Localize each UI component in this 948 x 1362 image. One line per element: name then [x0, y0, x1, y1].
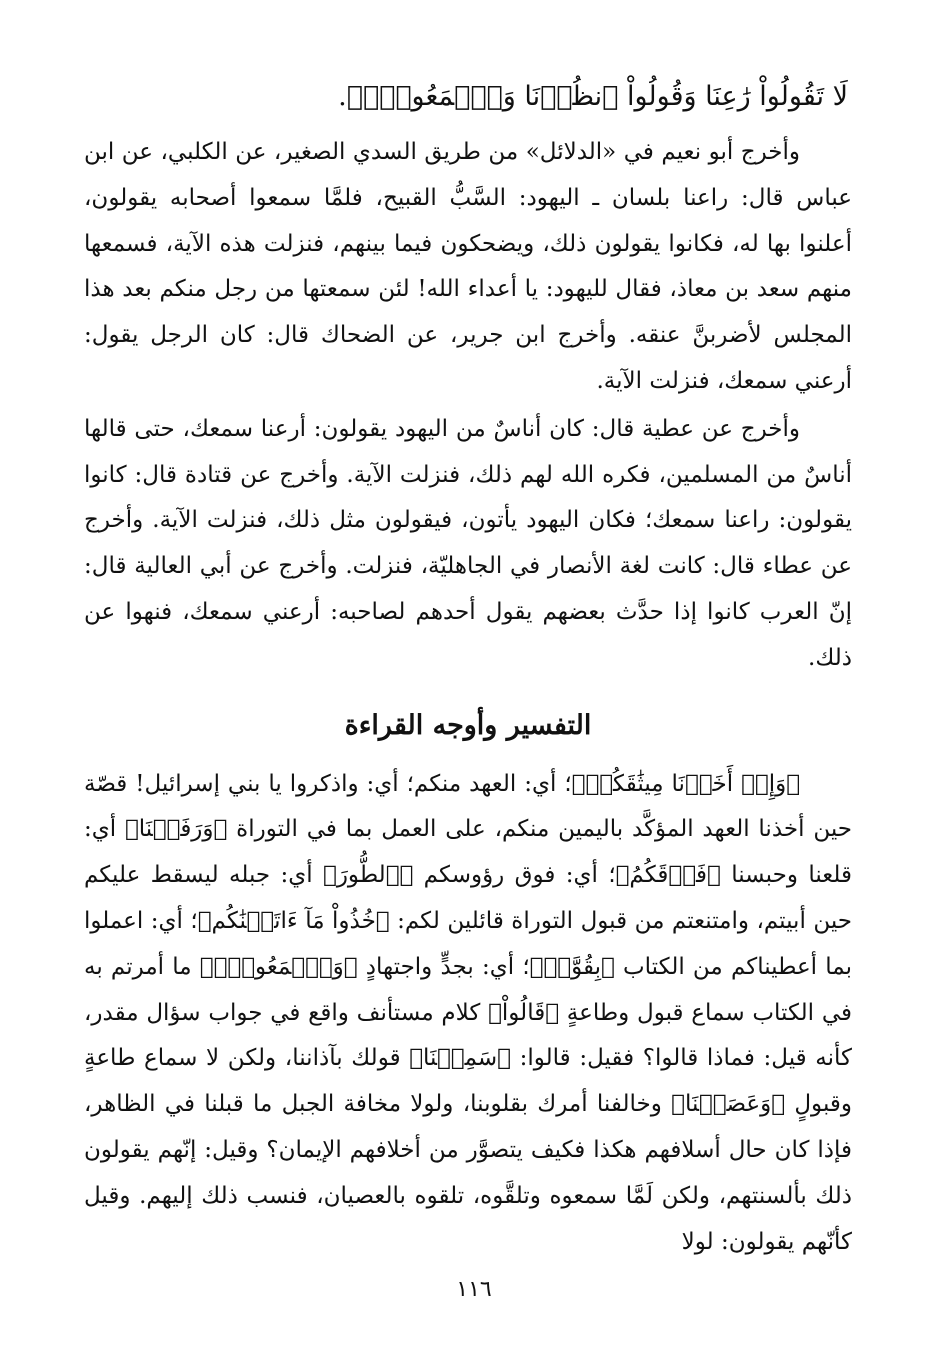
tafsir-paragraph: ﴿وَإِذۡ أَخَذۡنَا مِيثَٰقَكُمۡ﴾؛ أي: العهد منكم؛ أي: واذكروا يا بني إسرائيل! قصّة حين أخذنا العهد المؤكَّد باليمين منكم، على العمل بما في التوراة ﴿وَرَفَعۡنَا﴾ أي: قلعنا وحبسنا ﴿فَوۡقَكُمُ﴾؛ أي: فوق رؤوسكم ﴿ٱلطُّورَ﴾ أي: جبله ليسقط عليكم حين أبيتم، وامتنعتم من قبول التوراة قائلين لكم: ﴿خُذُواْ مَآ ءَاتَيۡنَٰكُم﴾؛ أي: اعملوا بما أعطيناكم من الكتاب ﴿بِقُوَّةٖ﴾؛ أي: بجدٍّ واجتهادٍ ﴿وَٱسۡمَعُواْۖ﴾ ما أمرتم به في الكتاب سماع قبول وطاعةٍ ﴿قَالُواْ﴾ كلام مستأنف واقع في جواب سؤال مقدر، كأنه قيل: فماذا قالوا؟ فقيل: قالوا: ﴿سَمِعۡنَا﴾ قولك بآذاننا، ولكن لا سماع طاعةٍ وقبولٍ ﴿وَعَصَيۡنَا﴾ وخالفنا أمرك بقلوبنا، ولولا مخافة الجبل ما قبلنا في الظاهر، فإذا كان حال أسلافهم هكذا فكيف يتصوَّر من أخلافهم الإيمان؟ وقيل: إنّهم يقولون ذلك بألسنتهم، ولكن لَمَّا سمعوه وتلقَّوه، تلقوه بالعصيان، فنسب ذلك إليهم. وقيل كأنّهم يقولون: لولا — [84, 770, 852, 1255]
paragraph-1: وأخرج أبو نعيم في «الدلائل» من طريق السدي الصغير، عن الكلبي، عن ابن عباس قال: راعنا بلسان ـ اليهود: السَّبُّ القبيح، فلمَّا سمعوا أصحابه يقولون، أعلنوا بها له، فكانوا يقولون ذلك، ويضحكون فيما بينهم، فنزلت هذه الآية، فسمعها منهم سعد بن معاذ، فقال لليهود: يا أعداء الله! لئن سمعتها من رجل منكم بعد هذا المجلس لأضربنَّ عنقه. وأخرج ابن جرير، عن الضحاك قال: كان الرجل يقول: أرعني سمعك، فنزلت الآية. — [84, 139, 852, 394]
quran-verse-line: لَا تَقُولُواْ رَٰعِنَا وَقُولُواْ ٱنظُرۡنَا وَٱسۡمَعُواْۗ﴾. — [338, 81, 848, 112]
page-number: ١١٦ — [456, 1277, 492, 1302]
book-page — [84, 76, 852, 1265]
paragraph-2: وأخرج عن عطية قال: كان أناسٌ من اليهود يقولون: أرعنا سمعك، حتى قالها أناسٌ من المسلمين، فكره الله لهم ذلك، فنزلت الآية. وأخرج عن قتادة قال: كانوا يقولون: راعنا سمعك؛ فكان اليهود يأتون، فيقولون مثل ذلك، فنزلت الآية. وأخرج عن عطاء قال: كانت لغة الأنصار في الجاهليّة، فنزلت. وأخرج عن أبي العالية قال: إنّ العرب كانوا إذا حدَّث بعضهم يقول أحدهم لصاحبه: أرعني سمعك، فنهوا عن ذلك. — [84, 415, 852, 671]
section-heading: التفسير وأوجه القراءة — [344, 709, 592, 741]
